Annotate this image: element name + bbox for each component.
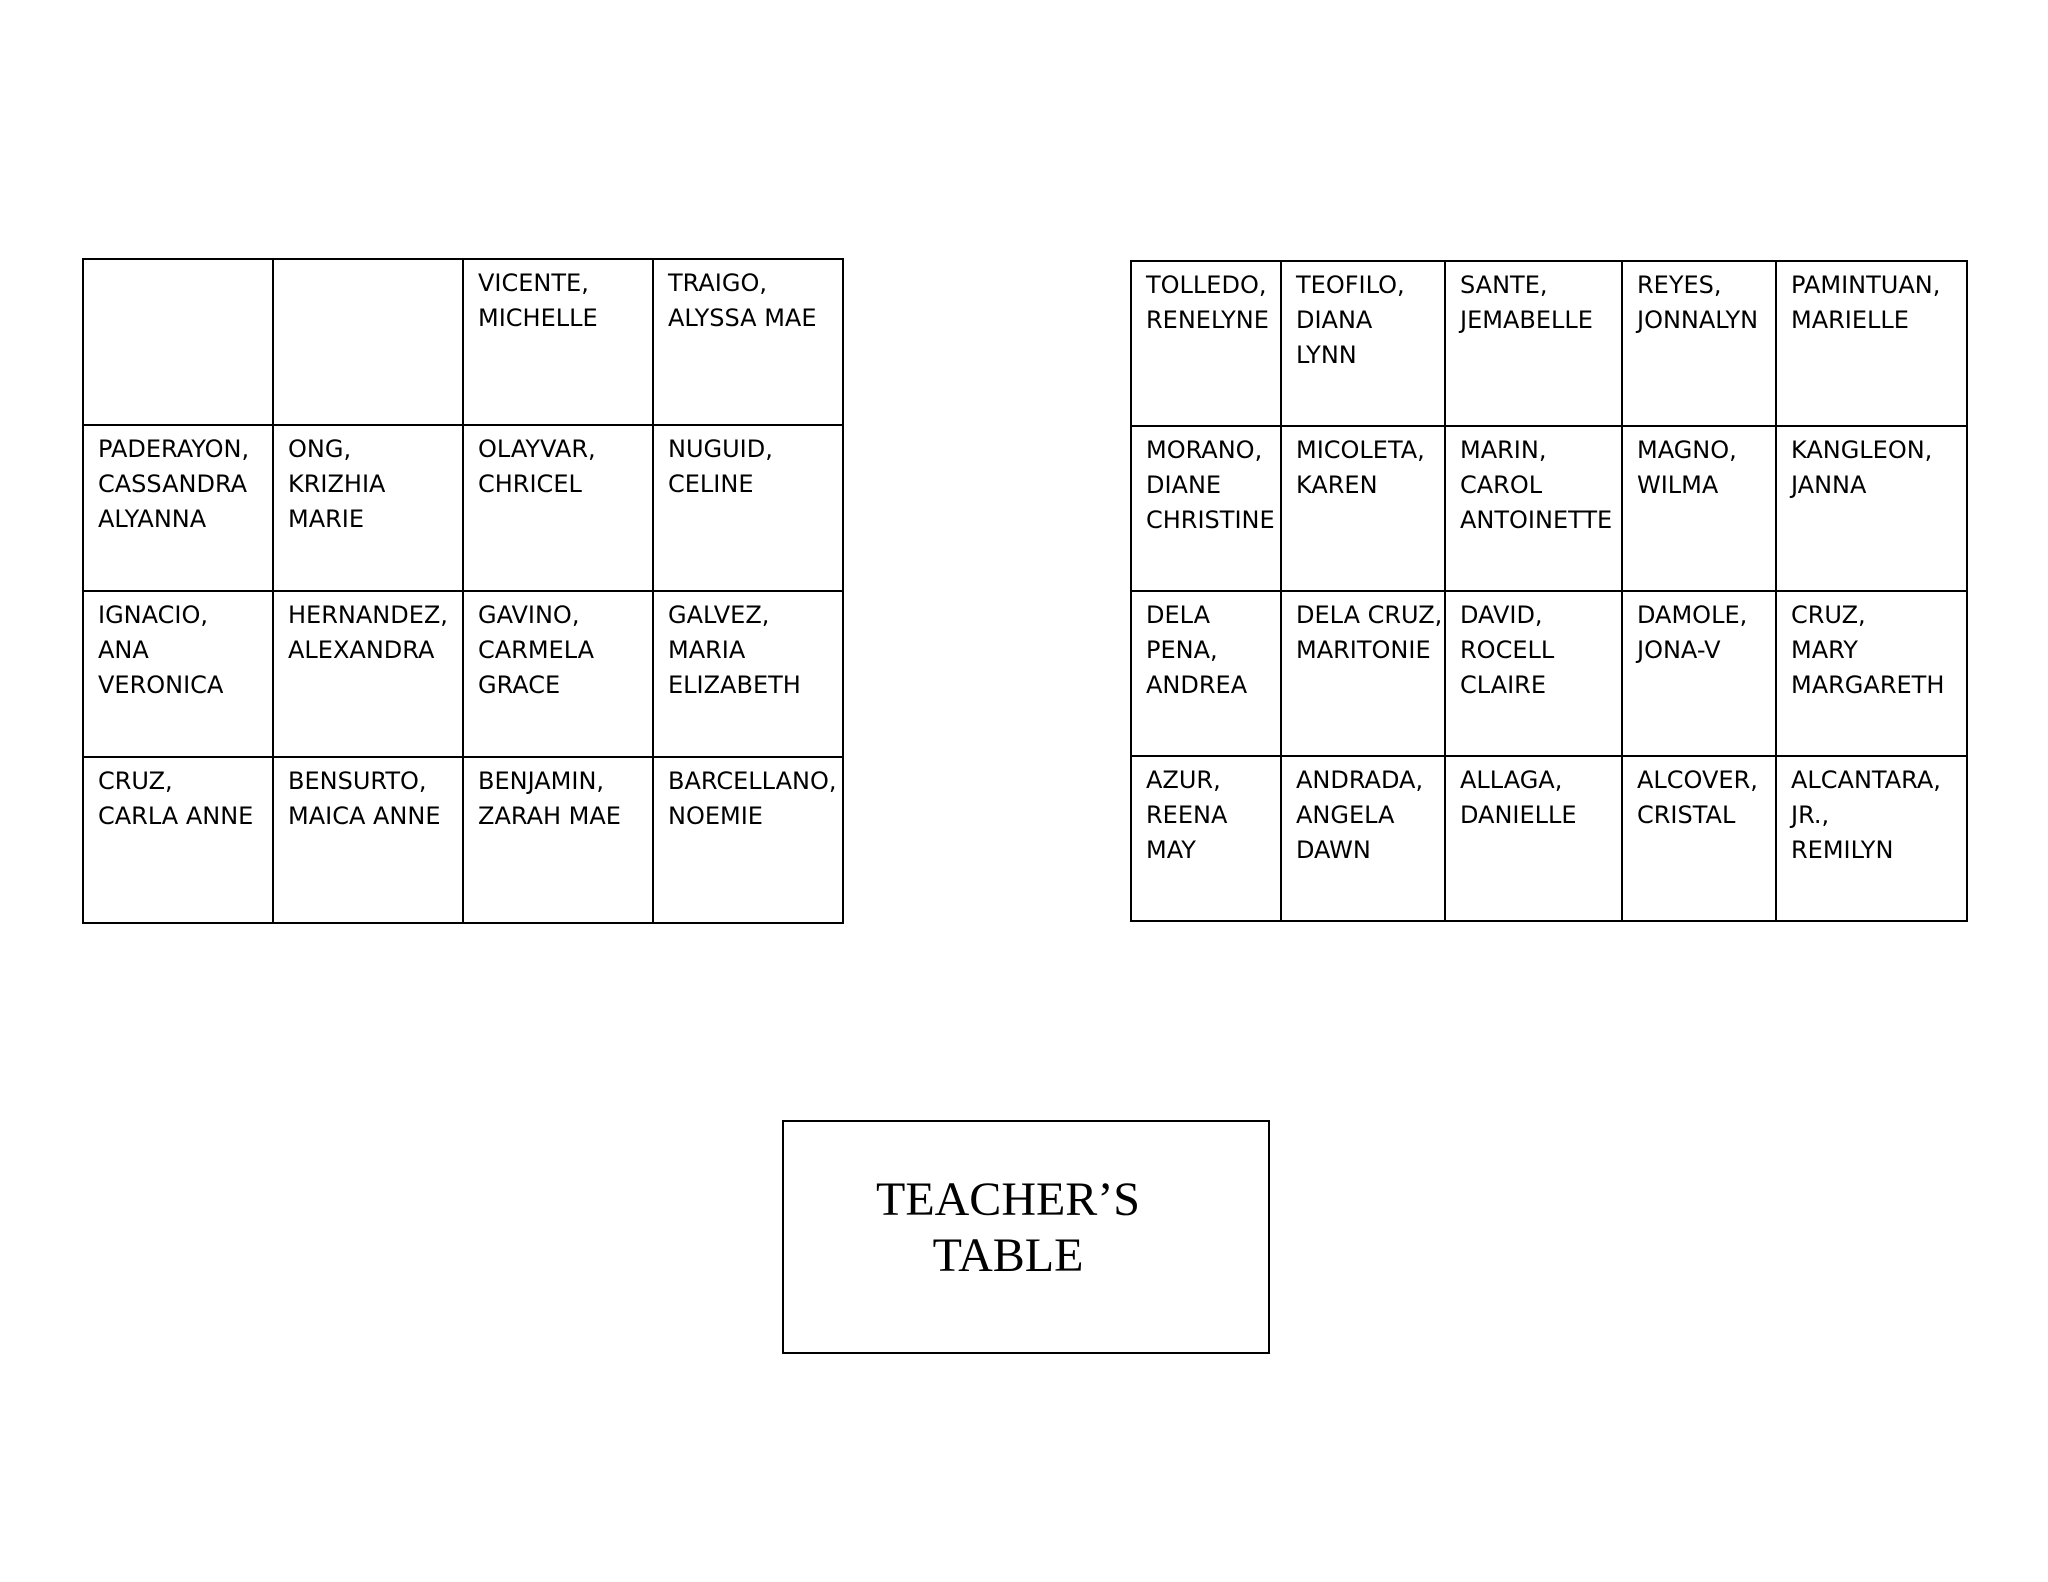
seat-cell bbox=[653, 425, 843, 591]
seat-name-line: BENJAMIN, bbox=[478, 767, 605, 795]
seat-cell bbox=[1131, 756, 1281, 921]
teacher-table-label-line: TEACHER’S bbox=[876, 1173, 1140, 1226]
seat-name-line: REMILYN bbox=[1791, 836, 1894, 864]
seat-name-line: AZUR, bbox=[1146, 766, 1221, 794]
seat-name-line: MORANO, bbox=[1146, 436, 1263, 464]
seat-cell bbox=[1445, 591, 1622, 756]
seat-name-line: GALVEZ, bbox=[668, 601, 770, 629]
seat-cell bbox=[1776, 261, 1967, 426]
seat-row bbox=[83, 591, 843, 757]
seat-cell bbox=[83, 757, 273, 923]
seat-cell bbox=[1776, 591, 1967, 756]
seat-name-line: REENA bbox=[1146, 801, 1228, 829]
seat-name-line: ALCANTARA, bbox=[1791, 766, 1941, 794]
seat-name-line: DANIELLE bbox=[1460, 801, 1577, 829]
seat-name-line: TOLLEDO, bbox=[1146, 271, 1267, 299]
seat-name-line: CRUZ, bbox=[98, 767, 173, 795]
seat-name-line: ELIZABETH bbox=[668, 671, 801, 699]
seat-name-line: HERNANDEZ, bbox=[288, 601, 448, 629]
seat-name-line: TEOFILO, bbox=[1296, 271, 1405, 299]
empty-seat-cell bbox=[273, 259, 463, 425]
right-seating-grid bbox=[1130, 260, 1968, 922]
seat-name-line: CAROL bbox=[1460, 471, 1543, 499]
seat-name-line: JONNALYN bbox=[1637, 306, 1759, 334]
seat-name-line: JANNA bbox=[1791, 471, 1867, 499]
seat-name-line: VERONICA bbox=[98, 671, 224, 699]
left-seating-grid-body bbox=[83, 259, 843, 923]
seat-cell bbox=[83, 591, 273, 757]
seat-cell bbox=[1131, 426, 1281, 591]
seat-name-line: CARMELA bbox=[478, 636, 595, 664]
empty-seat-cell bbox=[83, 259, 273, 425]
seat-cell bbox=[1131, 261, 1281, 426]
seat-name-line: ALEXANDRA bbox=[288, 636, 435, 664]
seat-name-line: ANDRADA, bbox=[1296, 766, 1424, 794]
seat-cell bbox=[653, 757, 843, 923]
seat-name-line: CHRICEL bbox=[478, 470, 582, 498]
seat-name-line: ONG, bbox=[288, 435, 352, 463]
seat-name-line: ZARAH MAE bbox=[478, 802, 621, 830]
seat-cell bbox=[1281, 261, 1445, 426]
seat-name-line: MAGNO, bbox=[1637, 436, 1737, 464]
seat-name-line: ALCOVER, bbox=[1637, 766, 1758, 794]
seat-name-line: ALYSSA MAE bbox=[668, 304, 817, 332]
seat-name-line: MARIELLE bbox=[1791, 306, 1909, 334]
seat-name-line: DAMOLE, bbox=[1637, 601, 1748, 629]
seat-cell bbox=[273, 757, 463, 923]
seat-name-line: NOEMIE bbox=[668, 802, 763, 830]
seat-name-line: MARIA bbox=[668, 636, 746, 664]
seat-name-line: GRACE bbox=[478, 671, 561, 699]
seat-cell bbox=[273, 425, 463, 591]
seat-name-line: CLAIRE bbox=[1460, 671, 1547, 699]
seat-name-line: DELA CRUZ, bbox=[1296, 601, 1443, 629]
seat-name-line: IGNACIO, bbox=[98, 601, 208, 629]
seat-cell bbox=[1445, 756, 1622, 921]
seat-name-line: OLAYVAR, bbox=[478, 435, 596, 463]
seat-name-line: CASSANDRA bbox=[98, 470, 248, 498]
seat-name-line: CRUZ, bbox=[1791, 601, 1866, 629]
seat-name-line: MARGARETH bbox=[1791, 671, 1945, 699]
seat-name-line: ANTOINETTE bbox=[1460, 506, 1613, 534]
seat-row bbox=[1131, 261, 1967, 426]
seat-name-line: ANGELA bbox=[1296, 801, 1395, 829]
seat-row bbox=[1131, 591, 1967, 756]
seat-name-line: BARCELLANO, bbox=[668, 767, 837, 795]
seat-cell bbox=[653, 591, 843, 757]
seat-cell bbox=[1622, 756, 1776, 921]
seat-name-line: MARIN, bbox=[1460, 436, 1547, 464]
seat-name-line: MAICA ANNE bbox=[288, 802, 441, 830]
seat-name-line: KAREN bbox=[1296, 471, 1378, 499]
seat-name-line: MAY bbox=[1146, 836, 1196, 864]
seat-name-line: ALLAGA, bbox=[1460, 766, 1563, 794]
seat-name-line: JR., bbox=[1791, 801, 1830, 829]
seat-name-line: CHRISTINE bbox=[1146, 506, 1275, 534]
seat-name-line: CRISTAL bbox=[1637, 801, 1736, 829]
seat-name-line: JONA-V bbox=[1637, 636, 1721, 664]
seat-name-line: DIANE bbox=[1146, 471, 1222, 499]
seat-name-line: NUGUID, bbox=[668, 435, 773, 463]
seat-name-line: DIANA bbox=[1296, 306, 1373, 334]
seat-name-line: DAVID, bbox=[1460, 601, 1543, 629]
seat-row bbox=[83, 425, 843, 591]
seat-row bbox=[83, 259, 843, 425]
seat-cell bbox=[1281, 591, 1445, 756]
seat-cell bbox=[463, 425, 653, 591]
seat-cell bbox=[1281, 426, 1445, 591]
seat-name-line: MARITONIE bbox=[1296, 636, 1431, 664]
seat-cell bbox=[1776, 756, 1967, 921]
teacher-table-label-line: TABLE bbox=[932, 1229, 1084, 1282]
seat-name-line: PAMINTUAN, bbox=[1791, 271, 1941, 299]
seat-name-line: ANA bbox=[98, 636, 149, 664]
seat-cell bbox=[463, 591, 653, 757]
seat-name-line: MARIE bbox=[288, 505, 365, 533]
seat-row bbox=[1131, 426, 1967, 591]
seat-name-line: LYNN bbox=[1296, 341, 1357, 369]
seat-name-line: KRIZHIA bbox=[288, 470, 386, 498]
seat-cell bbox=[1445, 261, 1622, 426]
seat-name-line: REYES, bbox=[1637, 271, 1722, 299]
seat-name-line: MICHELLE bbox=[478, 304, 598, 332]
seat-name-line: ANDREA bbox=[1146, 671, 1248, 699]
seat-name-line: PADERAYON, bbox=[98, 435, 250, 463]
seat-name-line: RENELYNE bbox=[1146, 306, 1269, 334]
seat-cell bbox=[1445, 426, 1622, 591]
seat-cell bbox=[653, 259, 843, 425]
seat-name-line: ALYANNA bbox=[98, 505, 207, 533]
right-seating-grid-body bbox=[1131, 261, 1967, 921]
seat-name-line: VICENTE, bbox=[478, 269, 589, 297]
seat-name-line: ROCELL bbox=[1460, 636, 1555, 664]
seat-cell bbox=[463, 757, 653, 923]
seat-name-line: CELINE bbox=[668, 470, 754, 498]
seat-name-line: SANTE, bbox=[1460, 271, 1548, 299]
teacher-table bbox=[782, 1120, 1270, 1354]
seat-name-line: GAVINO, bbox=[478, 601, 580, 629]
seat-name-line: JEMABELLE bbox=[1460, 306, 1593, 334]
seat-name-line: CARLA ANNE bbox=[98, 802, 254, 830]
seat-row bbox=[83, 757, 843, 923]
seat-name-line: DELA bbox=[1146, 601, 1210, 629]
seat-cell bbox=[1622, 591, 1776, 756]
seat-name-line: WILMA bbox=[1637, 471, 1719, 499]
seat-name-line: MICOLETA, bbox=[1296, 436, 1425, 464]
seat-cell bbox=[1622, 426, 1776, 591]
seat-name-line: TRAIGO, bbox=[668, 269, 767, 297]
seat-cell bbox=[463, 259, 653, 425]
seat-cell bbox=[1281, 756, 1445, 921]
seat-name-line: DAWN bbox=[1296, 836, 1371, 864]
seat-name-line: BENSURTO, bbox=[288, 767, 427, 795]
seat-name-line: KANGLEON, bbox=[1791, 436, 1933, 464]
seat-name-line: PENA, bbox=[1146, 636, 1218, 664]
seat-cell bbox=[1622, 261, 1776, 426]
seat-name-line: MARY bbox=[1791, 636, 1858, 664]
seat-row bbox=[1131, 756, 1967, 921]
seat-cell bbox=[273, 591, 463, 757]
teacher-table-label bbox=[784, 1172, 1232, 1284]
seat-cell bbox=[83, 425, 273, 591]
left-seating-grid bbox=[82, 258, 844, 924]
seat-cell bbox=[1776, 426, 1967, 591]
seat-cell bbox=[1131, 591, 1281, 756]
